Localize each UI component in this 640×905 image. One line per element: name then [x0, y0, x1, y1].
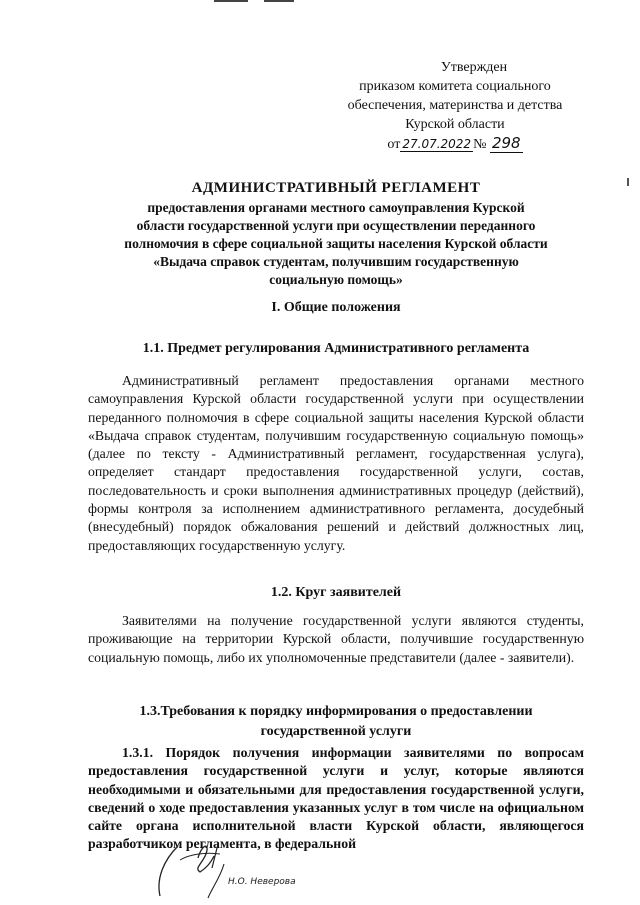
subtitle-line: социальную помощь»	[269, 272, 403, 287]
approval-line: Курской области	[405, 117, 505, 132]
document-subtitle	[88, 199, 584, 289]
approval-date-line	[340, 134, 570, 154]
paragraph: Заявителями на получение государственной услуги являются студенты, проживающие на территории Курской области, получившие государственную социальную помощь, либо их уполномоченные представители (далее - заявители).	[88, 613, 584, 665]
document-title: АДМИНИСТРАТИВНЫЙ РЕГЛАМЕНТ	[191, 180, 481, 196]
section-heading	[88, 702, 584, 742]
from-label: от	[387, 137, 401, 152]
subtitle-line: «Выдача справок студентам, получившим государственную	[153, 254, 519, 269]
section-heading: I. Общие положения	[271, 300, 401, 315]
heading-line: 1.3.Требования к порядку информирования о предоставлении	[139, 704, 533, 719]
scan-artifact	[627, 178, 629, 186]
approval-number: 298	[491, 134, 521, 152]
section-heading: 1.2. Круг заявителей	[270, 585, 402, 600]
approval-date: 27.07.2022	[402, 137, 472, 151]
subtitle-line: полномочия в сфере социальной защиты населения Курской области	[124, 236, 548, 251]
subtitle-line: предоставления органами местного самоуправления Курской	[147, 200, 525, 215]
signature-note: Н.О. Неверова	[228, 877, 296, 887]
signature	[150, 838, 300, 900]
subtitle-line: области государственной услуги при осуществлении переданного	[136, 218, 536, 233]
approval-line: обеспечения, материнства и детства	[347, 98, 563, 113]
scan-artifact	[214, 0, 294, 3]
heading-line: государственной услуги	[260, 724, 412, 739]
paragraph: 1.3.1. Порядок получения информации заявителями по вопросам предоставления государственной услуги и услуг, которые являются необходимыми и обязательными для предоставления государственной услуги, сведений о ходе предоставления указанных услуг в том числе на официальном сайте органа исполнительной власти Курской области, являющегося разработчиком регламента, в федеральной	[88, 745, 584, 852]
approval-line: Утвержден	[440, 60, 508, 75]
section-heading: 1.1. Предмет регулирования Административного регламента	[142, 341, 530, 356]
paragraph: Административный регламент предоставления органами местного самоуправления Курской области государственной услуги при осуществлении переданного полномочия в сфере социальной защиты населения Курской области «Выдача справок студентам, получившим государственную социальную помощь» (далее по тексту - Административный регламент, государственная услуга), определяет стандарт предоставления государственной услуги, состав, последовательность и сроки выполнения административных процедур (действий), формы контроля за исполнением административного регламента, досудебный (внесудебный) порядок обжалования решений и действий должностных лиц, предоставляющих государственную услугу.	[88, 373, 584, 553]
approval-line: приказом комитета социального	[359, 79, 551, 94]
approval-stamp	[340, 58, 570, 154]
number-label: №	[473, 137, 487, 152]
